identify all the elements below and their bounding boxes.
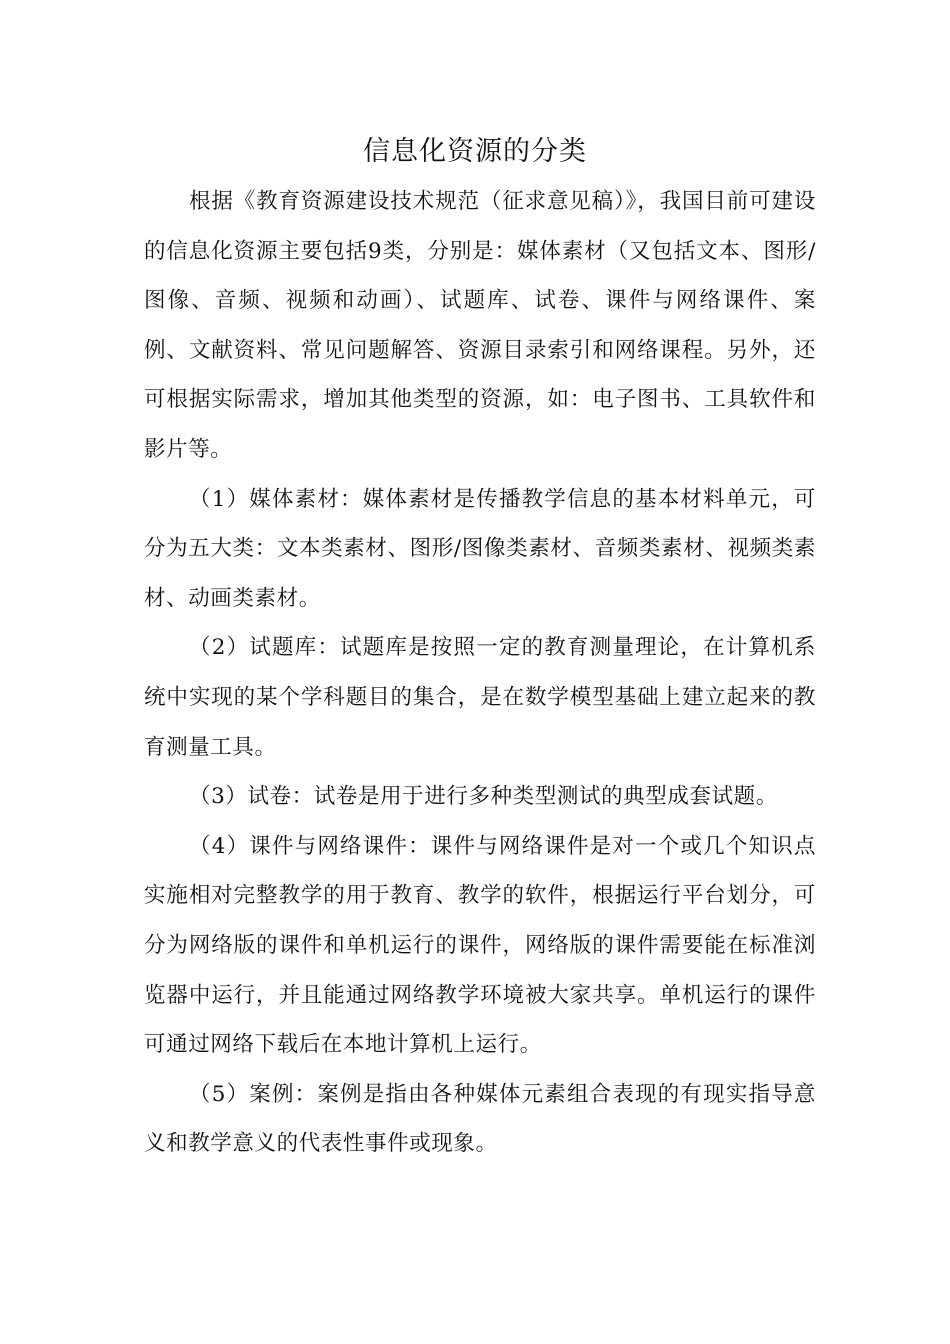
document-body — [144, 177, 816, 1169]
paragraph-courseware: （4）课件与网络课件：课件与网络课件是对一个或几个知识点实施相对完整教学的用于教育、教学的软件，根据运行平台划分，可分为网络版的课件和单机运行的课件，网络版的课件需要能在标准浏览器中运行，并且能通过网络教学环境被大家共享。单机运行的课件可通过网络下载后在本地计算机上运行。 — [144, 833, 816, 1058]
paragraph-intro: 根据《教育资源建设技术规范（征求意见稿）》，我国目前可建设的信息化资源主要包括9类，分别是：媒体素材（又包括文本、图形/图像、音频、视频和动画）、试题库、试卷、课件与网络课件、案例、文献资料、常见问题解答、资源目录索引和网络课程。另外，还可根据实际需求，增加其他类型的资源，如：电子图书、工具软件和影片等。 — [144, 189, 816, 462]
paragraph-media-materials: （1）媒体素材：媒体素材是传播教学信息的基本材料单元，可分为五大类：文本类素材、图形/图像类素材、音频类素材、视频类素材、动画类素材。 — [144, 486, 816, 611]
paragraph-test-papers: （3）试卷：试卷是用于进行多种类型测试的典型成套试题。 — [189, 784, 778, 810]
paragraph-question-bank: （2）试题库：试题库是按照一定的教育测量理论，在计算机系统中实现的某个学科题目的集合，是在数学模型基础上建立起来的教育测量工具。 — [144, 635, 816, 760]
paragraph-cases: （5）案例：案例是指由各种媒体元素组合表现的有现实指导意义和教学意义的代表性事件或现象。 — [144, 1081, 816, 1157]
document-title: 信息化资源的分类 — [363, 136, 587, 167]
